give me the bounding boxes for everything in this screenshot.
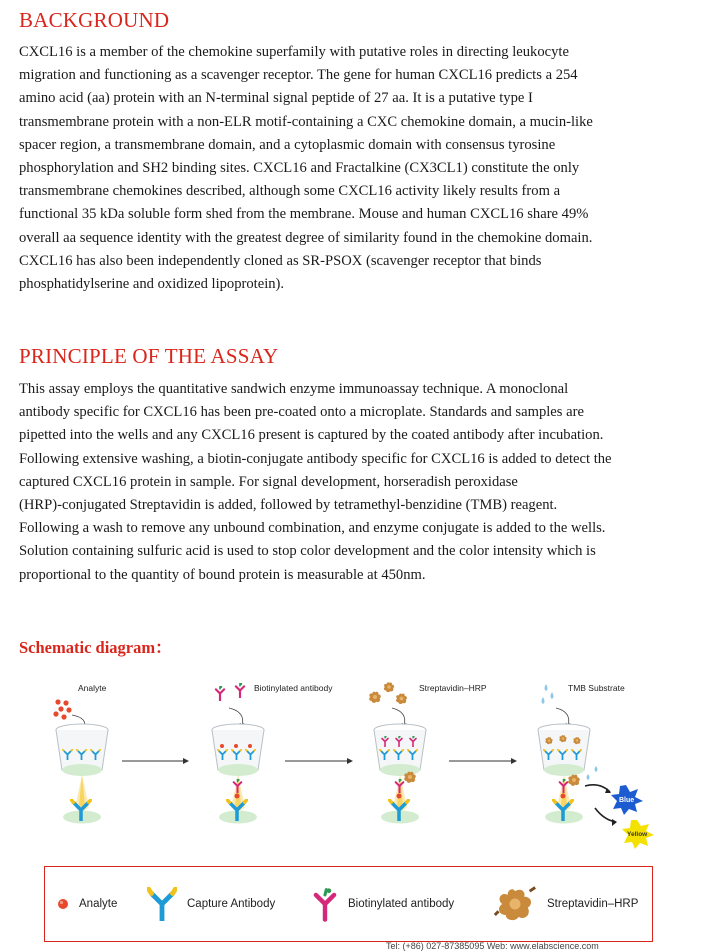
text-line: transmembrane chemokines described, although some CXCL16 activity likely results from a xyxy=(19,183,561,200)
text-line: phosphorylation and SH2 binding sites. CXCL16 and Fractalkine (CX3CL1) constitute the only xyxy=(19,160,580,177)
text-line: This assay employs the quantitative sandwich enzyme immunoassay technique. A monoclonal xyxy=(19,381,569,397)
text-line: pipetted into the wells and any CXCL16 present is captured by the coated antibody after incubation. xyxy=(19,427,604,444)
text-line: CXCL16 has also been independently cloned as SR-PSOX (scavenger receptor that binds xyxy=(19,252,542,269)
arrow-right-icon xyxy=(285,758,353,764)
text-line: overall aa sequence identity with the greatest degree of similarity found in the chemokine domain. xyxy=(19,229,593,246)
yellow-label: Yellow xyxy=(627,831,648,838)
analyte-dot-icon xyxy=(56,897,70,911)
legend-item-analyte xyxy=(56,867,117,941)
streptavidin-hrp-icon xyxy=(493,885,537,923)
legend xyxy=(44,866,653,942)
background-paragraph xyxy=(19,41,691,296)
arrow-right-icon xyxy=(449,758,517,764)
step-label: Analyte xyxy=(78,683,107,693)
blue-burst-icon xyxy=(611,785,643,815)
text-line: transmembrane protein with a non-ELR motif-containing a CXC chemokine domain, a mucin-like xyxy=(19,113,593,130)
schematic-diagram xyxy=(0,670,703,860)
capture-antibody-icon xyxy=(147,887,177,921)
text-line: Following extensive washing, a biotin-conjugate antibody specific for CXCL16 is added to detect the xyxy=(19,450,612,467)
legend-item-biotinylated xyxy=(312,867,454,941)
step-label: Biotinylated antibody xyxy=(254,683,333,693)
step-tmb xyxy=(538,683,654,849)
text-line: (HRP)-conjugated Streptavidin is added, followed by tetramethyl-benzidine (TMB) reagent. xyxy=(19,497,558,514)
text-line: migration and functioning as a scavenger receptor. The gene for human CXCL16 predicts a 254 xyxy=(19,67,578,84)
text-line: functional 35 kDa soluble form shed from the membrane. Mouse and human CXCL16 share 49% xyxy=(19,206,589,223)
text-line: spacer region, a transmembrane domain, and a cytoplasmic domain with consensus tyrosine xyxy=(19,136,556,153)
text-line: Solution containing sulfuric acid is used to stop color development and the color intensity which is xyxy=(19,543,596,560)
text-line: antibody specific for CXCL16 has been pre-coated onto a microplate. Standards and samples are xyxy=(19,404,584,421)
legend-label: Biotinylated antibody xyxy=(348,898,455,910)
text-line: phosphatidylserine and oxidized lipoprotein). xyxy=(19,276,285,293)
text-line: captured CXCL16 protein in sample. For signal development, horseradish peroxidase xyxy=(19,473,518,490)
biotinylated-antibody-icon xyxy=(312,884,338,924)
principle-heading: PRINCIPLE OF THE ASSAY xyxy=(19,344,279,368)
legend-label: Capture Antibody xyxy=(187,898,276,910)
legend-label: Analyte xyxy=(79,898,118,910)
yellow-burst-icon xyxy=(622,820,654,849)
step-label: TMB Substrate xyxy=(568,683,625,693)
analyte-dots xyxy=(53,699,71,719)
step-label: Streptavidin–HRP xyxy=(419,683,487,693)
background-heading: BACKGROUND xyxy=(19,8,170,32)
step-streptavidin xyxy=(369,682,487,823)
schematic-heading: Schematic diagram： xyxy=(19,638,172,657)
legend-item-capture xyxy=(147,867,275,941)
text-line: amino acid (aa) protein with an N-terminal signal peptide of 27 aa. It is a putative type I xyxy=(19,90,533,107)
legend-label: Streptavidin–HRP xyxy=(547,898,639,910)
footer-contact: Tel: (+86) 027-87385095 Web: www.elabscience.com xyxy=(386,941,599,951)
step-analyte xyxy=(53,683,108,824)
text-line: Following a wash to remove any unbound combination, and enzyme conjugate is added to the wells. xyxy=(19,520,606,537)
step-biotinylated xyxy=(212,683,333,824)
arrow-right-icon xyxy=(122,758,189,764)
text-line: CXCL16 is a member of the chemokine superfamily with putative roles in directing leukocyte xyxy=(19,44,569,60)
legend-item-streptavidin xyxy=(493,867,638,941)
blue-label: Blue xyxy=(619,797,635,804)
text-line: proportional to the quantity of bound protein is measurable at 450nm. xyxy=(19,566,426,583)
principle-paragraph xyxy=(19,378,691,587)
